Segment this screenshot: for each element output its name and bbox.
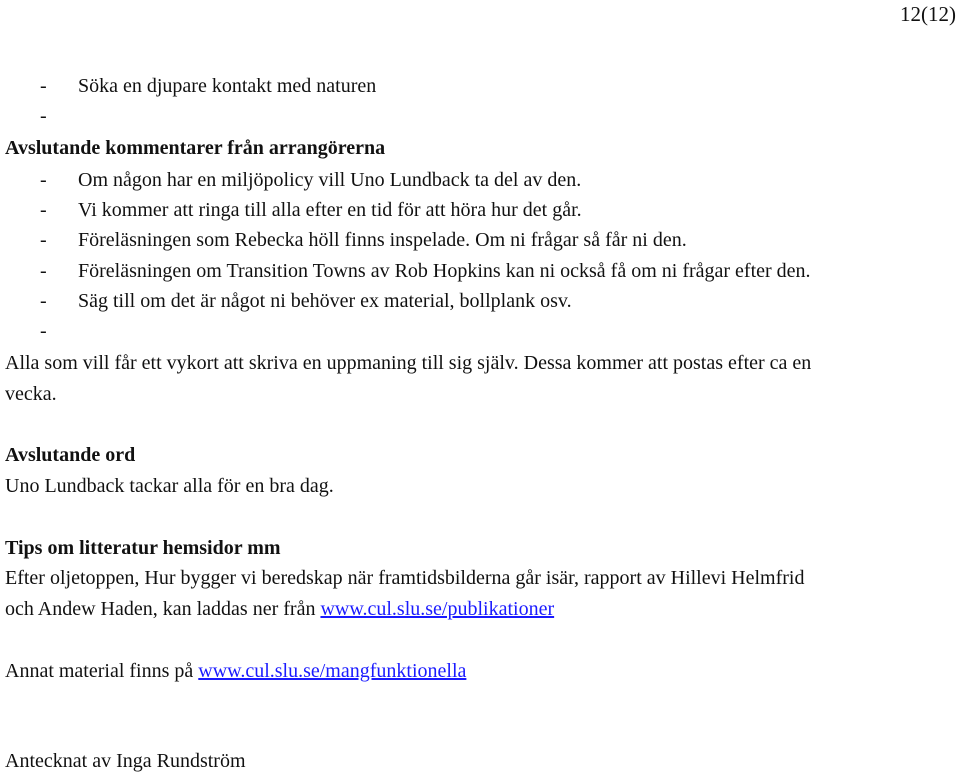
- bullet-text: Vi kommer att ringa till alla efter en tid för att höra hur det går.: [78, 199, 582, 221]
- closing-comment-item: [40, 228, 687, 252]
- bullet-dash: -: [40, 260, 47, 282]
- page-number: 12(12): [900, 2, 956, 26]
- bullet-text: Om någon har en miljöpolicy vill Uno Lundback ta del av den.: [78, 169, 582, 191]
- tips-paragraph-line: [5, 597, 554, 621]
- tips-heading: Tips om litteratur hemsidor mm: [5, 537, 281, 559]
- bullet-dash: -: [40, 320, 47, 342]
- bullet-dash: -: [40, 105, 47, 127]
- nature-bullet-item: [40, 104, 78, 128]
- final-words-heading: Avslutande ord: [5, 444, 136, 466]
- mangfunktionella-link[interactable]: www.cul.slu.se/mangfunktionella: [198, 660, 467, 682]
- signature: Antecknat av Inga Rundström: [5, 750, 246, 772]
- bullet-dash: -: [40, 229, 47, 251]
- final-words-text: Uno Lundback tackar alla för en bra dag.: [5, 475, 334, 497]
- bullet-dash: -: [40, 169, 47, 191]
- closing-comment-item: [40, 259, 811, 283]
- postcard-paragraph-line: vecka.: [5, 383, 57, 405]
- closing-comments-heading: Avslutande kommentarer från arrangörerna: [5, 137, 386, 159]
- tips-paragraph-line: Efter oljetoppen, Hur bygger vi beredskap när framtidsbilderna går isär, rapport av Hillevi Helmfrid: [5, 567, 805, 589]
- bullet-text: Föreläsningen som Rebecka höll finns inspelade. Om ni frågar så får ni den.: [78, 229, 687, 251]
- closing-comment-item: [40, 198, 582, 222]
- tips-download-text: och Andew Haden, kan laddas ner från: [5, 598, 321, 620]
- closing-comment-item: [40, 289, 572, 313]
- postcard-paragraph-line: Alla som vill får ett vykort att skriva en uppmaning till sig själv. Dessa kommer att postas efter ca en: [5, 352, 812, 374]
- closing-comment-item: [40, 319, 78, 343]
- bullet-text: Söka en djupare kontakt med naturen: [78, 75, 377, 97]
- bullet-dash: -: [40, 290, 47, 312]
- other-material-line: [5, 659, 466, 683]
- nature-bullet-item: [40, 74, 376, 98]
- bullet-dash: -: [40, 75, 47, 97]
- bullet-dash: -: [40, 199, 47, 221]
- bullet-text: Säg till om det är något ni behöver ex material, bollplank osv.: [78, 290, 572, 312]
- other-material-text: Annat material finns på: [5, 660, 199, 682]
- publikationer-link[interactable]: www.cul.slu.se/publikationer: [320, 598, 555, 620]
- bullet-text: Föreläsningen om Transition Towns av Rob Hopkins kan ni också få om ni frågar efter den.: [78, 260, 811, 282]
- closing-comment-item: [40, 168, 581, 192]
